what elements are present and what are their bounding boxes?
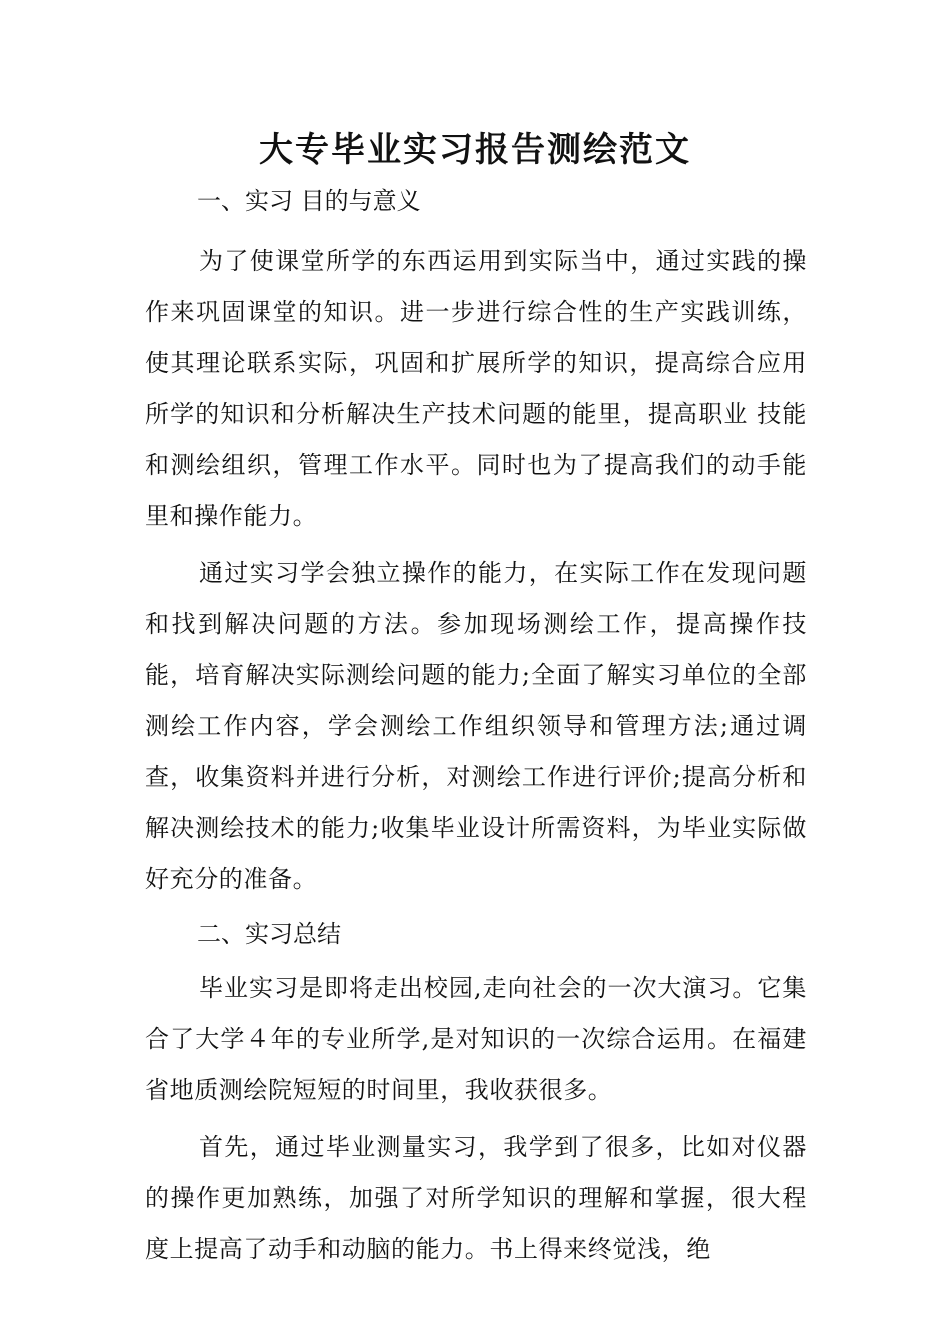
- document-title: 大专毕业实习报告测绘范文: [259, 130, 691, 170]
- paragraph-purpose-1: 为了使课堂所学的东西运用到实际当中，通过实践的操作来巩固课堂的知识。进一步进行综合性的生产实践训练，使其理论联系实际，巩固和扩展所学的知识，提高综合应用所学的知识和分析解决生产技术问题的能里，提高职业 技能和测绘组织，管理工作水平。同时也为了提高我们的动手能里和操作能力。: [145, 247, 807, 530]
- paragraph-summary-1: 毕业实习是即将走出校园,走向社会的一次大演习。它集合了大学４年的专业所学,是对知识的一次综合运用。在福建省地质测绘院短短的时间里，我收获很多。: [145, 974, 807, 1104]
- section-heading-summary: 二、实习总结: [197, 920, 341, 948]
- paragraph-summary-2: 首先，通过毕业测量实习，我学到了很多，比如对仪器的操作更加熟练，加强了对所学知识的理解和掌握，很大程度上提高了动手和动脑的能力。书上得来终觉浅，绝: [145, 1133, 807, 1263]
- document-body: [145, 178, 807, 1275]
- section-heading-purpose: 一、实习 目的与意义: [197, 187, 421, 215]
- paragraph-purpose-2: 通过实习学会独立操作的能力，在实际工作在发现问题和找到解决问题的方法。参加现场测绘工作，提高操作技能，培育解决实际测绘问题的能力;全面了解实习单位的全部测绘工作内容，学会测绘工作组织领导和管理方法;通过调查，收集资料并进行分析，对测绘工作进行评价;提高分析和解决测绘技术的能力;收集毕业设计所需资料，为毕业实际做好充分的准备。: [145, 559, 807, 893]
